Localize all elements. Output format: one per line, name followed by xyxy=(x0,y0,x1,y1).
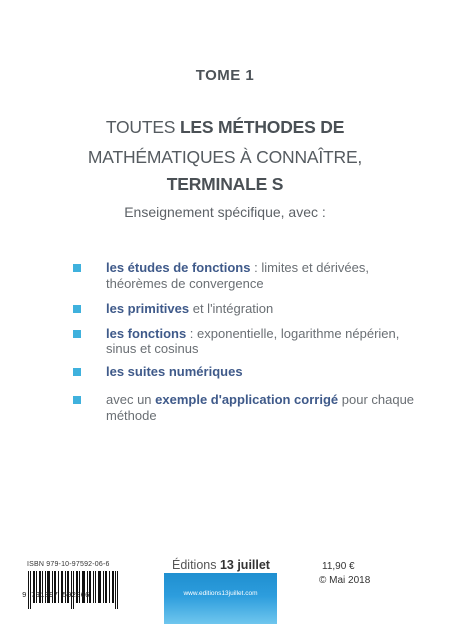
title-line-1-normal: TOUTES xyxy=(105,117,180,137)
publisher-brand: 13 juillet xyxy=(219,558,270,572)
feature-pre: avec un xyxy=(106,392,156,407)
feature-rest: : exponentielle, logarithme népérien, sinus et cosinus xyxy=(106,325,400,356)
title-line-2: MATHÉMATIQUES À CONNAÎTRE, xyxy=(87,147,363,167)
feature-bold: les suites numériques xyxy=(106,363,243,379)
feature-bold: les études de fonctions xyxy=(106,260,251,275)
tome-label: TOME 1 xyxy=(195,67,255,84)
publisher-name xyxy=(172,558,270,572)
square-bullet-icon xyxy=(73,264,81,272)
feature-rest: pour chaque méthode xyxy=(106,392,415,423)
feature-item xyxy=(73,364,433,380)
copyright-date: © Mai 2018 xyxy=(319,575,371,586)
website-banner[interactable] xyxy=(164,573,277,624)
feature-item xyxy=(73,392,433,423)
website-url: www.editions13juillet.com xyxy=(183,590,258,597)
feature-bold: les fonctions xyxy=(106,325,187,341)
square-bullet-icon xyxy=(73,368,81,376)
square-bullet-icon xyxy=(73,396,81,404)
feature-list xyxy=(73,260,433,423)
feature-item xyxy=(73,301,433,317)
footer xyxy=(0,553,450,624)
price-label: 11,90 € xyxy=(322,561,355,572)
feature-bold: les primitives xyxy=(106,301,190,316)
barcode-icon xyxy=(27,571,119,609)
feature-rest: et l'intégration xyxy=(189,301,274,316)
subtitle: Enseignement spécifique, avec : xyxy=(124,204,326,220)
square-bullet-icon xyxy=(73,305,81,313)
barcode-digits: 9 791097 592066 xyxy=(22,592,90,600)
title-line-1-bold: LES MÉTHODES DE xyxy=(179,117,345,137)
feature-bold: exemple d'application corrigé xyxy=(155,392,339,407)
publisher-prefix: Éditions xyxy=(172,558,220,572)
isbn-label: ISBN 979-10-97592-06-6 xyxy=(27,561,110,568)
feature-item xyxy=(73,260,433,291)
square-bullet-icon xyxy=(73,330,81,338)
feature-item xyxy=(73,326,433,357)
title-line-3: TERMINALE S xyxy=(166,174,284,194)
title-line-1 xyxy=(0,117,450,138)
feature-rest: : limites et dérivées, théorèmes de convergence xyxy=(106,260,369,291)
